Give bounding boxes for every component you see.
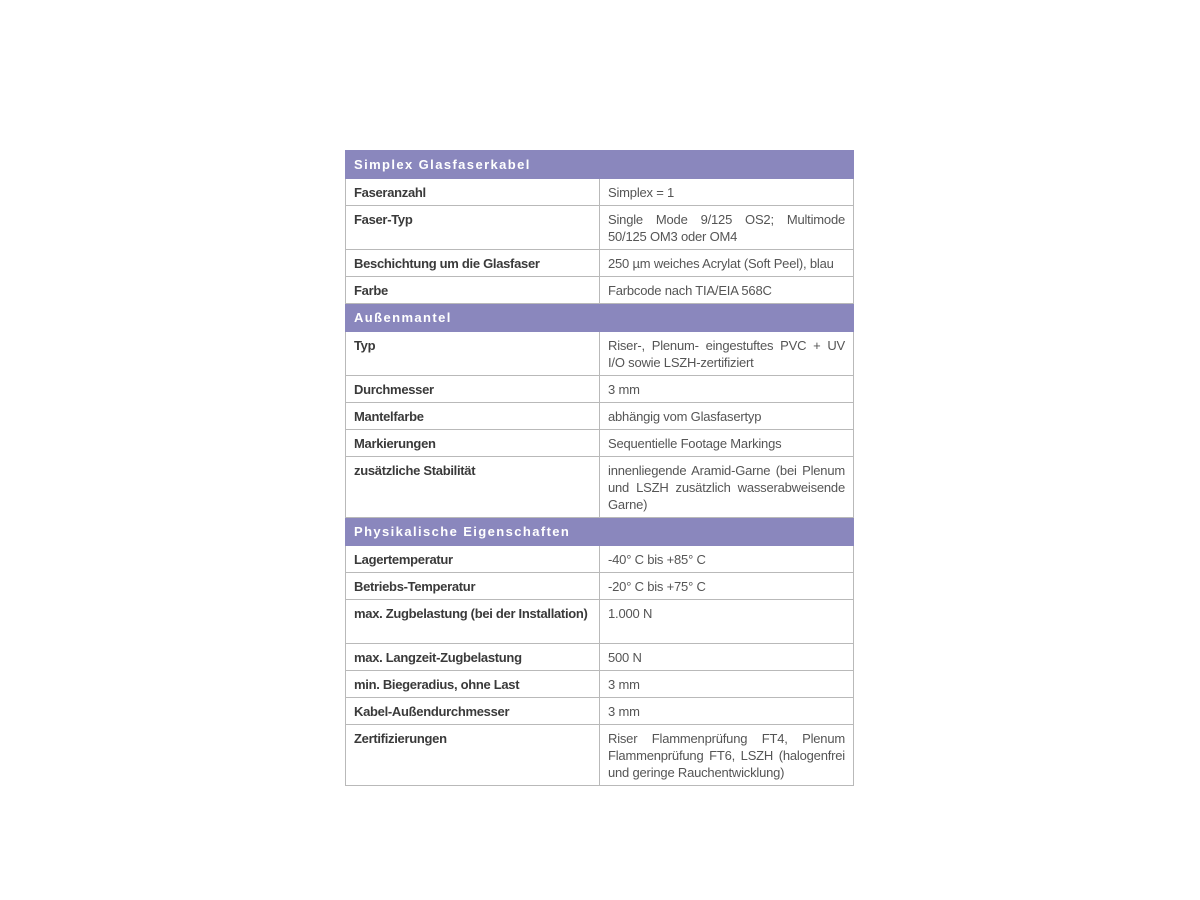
table-row (346, 546, 854, 573)
row-value: 500 N (600, 644, 854, 671)
table-row (346, 573, 854, 600)
section-header-physikalisch (346, 518, 854, 546)
row-value: Simplex = 1 (600, 179, 854, 206)
row-label: Typ (346, 332, 600, 376)
row-value: Riser Flammenprüfung FT4, Plenum Flammenprüfung FT6, LSZH (halogenfrei und geringe Rauchentwicklung) (600, 725, 854, 786)
table-row (346, 725, 854, 786)
table-row (346, 671, 854, 698)
row-label: Farbe (346, 277, 600, 304)
row-label: Zertifizierungen (346, 725, 600, 786)
row-value: -20° C bis +75° C (600, 573, 854, 600)
section-title: Physikalische Eigenschaften (346, 518, 854, 546)
row-label: Kabel-Außendurchmesser (346, 698, 600, 725)
row-label: Markierungen (346, 430, 600, 457)
table-row (346, 644, 854, 671)
row-value: 250 µm weiches Acrylat (Soft Peel), blau (600, 250, 854, 277)
row-value: innenliegende Aramid-Garne (bei Plenum und LSZH zusätzlich wasserabweisende Garne) (600, 457, 854, 518)
row-value: 3 mm (600, 698, 854, 725)
spec-table (345, 150, 854, 786)
table-row (346, 206, 854, 250)
table-row (346, 376, 854, 403)
row-label: min. Biegeradius, ohne Last (346, 671, 600, 698)
row-value: -40° C bis +85° C (600, 546, 854, 573)
row-label: Faseranzahl (346, 179, 600, 206)
table-row (346, 179, 854, 206)
table-row (346, 277, 854, 304)
row-value: 3 mm (600, 671, 854, 698)
table-row (346, 430, 854, 457)
table-row (346, 457, 854, 518)
table-row (346, 600, 854, 644)
row-value: Sequentielle Footage Markings (600, 430, 854, 457)
row-value: Single Mode 9/125 OS2; Multimode 50/125 OM3 oder OM4 (600, 206, 854, 250)
row-label: max. Zugbelastung (bei der Installation) (346, 600, 600, 644)
row-value: Farbcode nach TIA/EIA 568C (600, 277, 854, 304)
row-label: Betriebs-Temperatur (346, 573, 600, 600)
row-label: Beschichtung um die Glasfaser (346, 250, 600, 277)
section-title: Simplex Glasfaserkabel (346, 151, 854, 179)
table-row (346, 332, 854, 376)
row-label: Lagertemperatur (346, 546, 600, 573)
row-value: abhängig vom Glasfasertyp (600, 403, 854, 430)
row-label: Faser-Typ (346, 206, 600, 250)
row-label: Durchmesser (346, 376, 600, 403)
row-value: 1.000 N (600, 600, 854, 644)
row-label: Mantelfarbe (346, 403, 600, 430)
row-label: zusätzliche Stabilität (346, 457, 600, 518)
section-header-aussenmantel (346, 304, 854, 332)
row-value: Riser-, Plenum- eingestuftes PVC + UV I/O sowie LSZH-zertifiziert (600, 332, 854, 376)
table-row (346, 403, 854, 430)
row-label: max. Langzeit-Zugbelastung (346, 644, 600, 671)
row-value: 3 mm (600, 376, 854, 403)
section-title: Außenmantel (346, 304, 854, 332)
table-row (346, 698, 854, 725)
table-row (346, 250, 854, 277)
section-header-simplex (346, 151, 854, 179)
